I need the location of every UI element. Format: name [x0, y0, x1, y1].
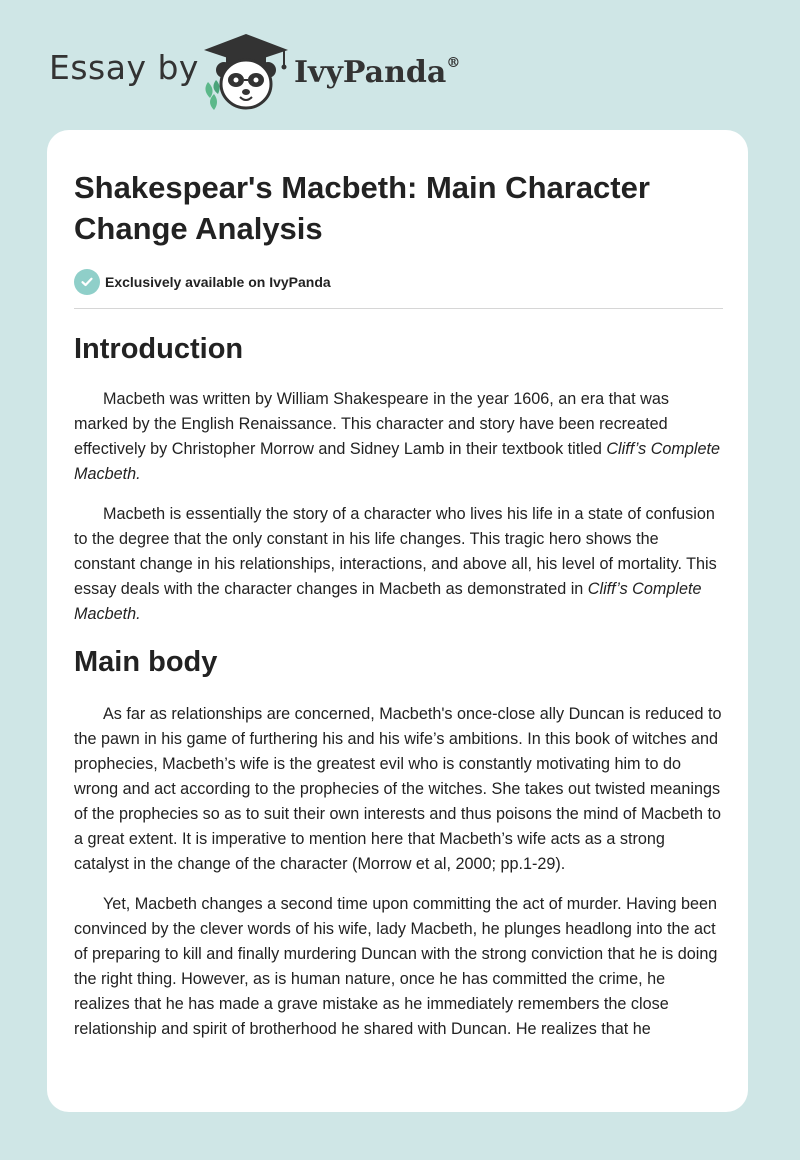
trademark-symbol: ® [446, 55, 461, 71]
paragraph [74, 387, 724, 487]
paragraph-text: Macbeth was written by William Shakespeare in the year 1606, an era that was marked by the English Renaissance. This character and story have been recreated effectively by Christopher Morrow and Sidney Lamb in their textbook titled [74, 390, 669, 458]
book-title-italic: Cliff’s Complete Macbeth. [74, 580, 702, 623]
check-circle-icon [74, 269, 100, 295]
exclusive-badge [74, 269, 724, 295]
title-divider [74, 308, 723, 309]
book-title-italic: Cliff’s Complete Macbeth. [74, 440, 721, 483]
site-header [0, 0, 800, 120]
paragraph-text: Macbeth is essentially the story of a character who lives his life in a state of confusion to the degree that the only constant in his life changes. This tragic hero shows the constant change in his relationships, interactions, and above all, his level of mortality. This essay deals with the character changes in Macbeth as demonstrated in [74, 505, 717, 598]
essay-card [47, 130, 748, 1112]
exclusive-badge-label: Exclusively available on IvyPanda [105, 274, 331, 290]
paragraph [74, 502, 724, 627]
panda-graduate-logo-icon[interactable] [200, 32, 292, 112]
page-title: Shakespear's Macbeth: Main Character Change Analysis [74, 170, 650, 246]
essay-content [74, 130, 724, 1042]
paragraph: Yet, Macbeth changes a second time upon committing the act of murder. Having been convinced by the clever words of his wife, lady Macbeth, he plunges headlong into the act of preparing to kill and finally murdering Duncan with the strong conviction that he is doing the right thing. However, as is human nature, once he has committed the crime, he realizes that he has made a grave mistake as he immediately remembers the close relationship and spirit of brotherhood he shared with Duncan. He realizes that he [74, 895, 718, 1038]
brand-name-text: IvyPanda [294, 55, 447, 90]
section-heading-main-body: Main body [74, 646, 218, 678]
brand-name[interactable] [294, 55, 460, 90]
section-heading-introduction: Introduction [74, 333, 244, 365]
paragraph: As far as relationships are concerned, Macbeth's once-close ally Duncan is reduced to the pawn in his game of furthering his and his wife’s ambitions. In this book of witches and prophecies, Macbeth’s wife is the greatest evil who is constantly motivating him to do wrong and act according to the prophecies of the witches. She takes out twisted meanings of the prophecies so as to suit their own interests and thus poisons the mind of Macbeth to a great extent. It is imperative to mention here that Macbeth’s wife acts as a strong catalyst in the change of the character (Morrow et al, 2000; pp.1-29). [74, 705, 722, 873]
essay-by-label: Essay by [49, 48, 199, 87]
